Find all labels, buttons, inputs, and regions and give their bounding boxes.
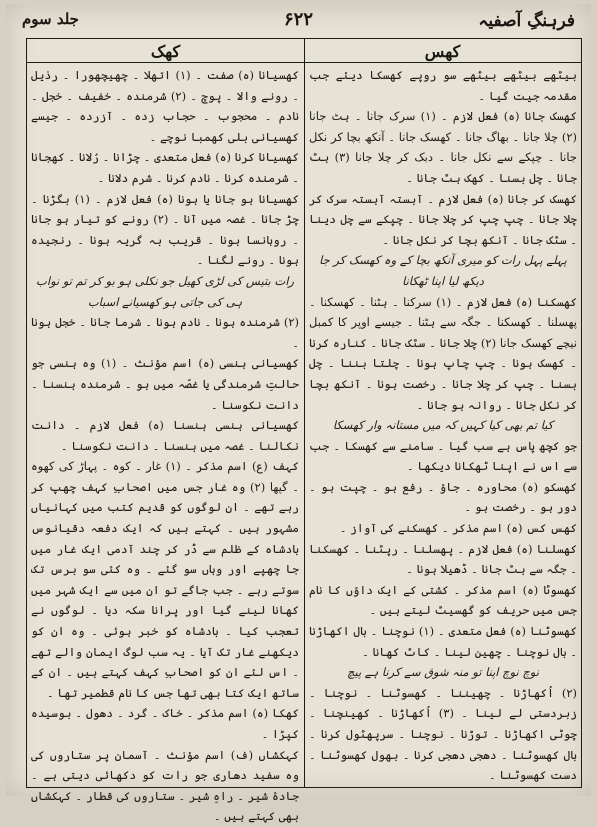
dictionary-entry: کھسیانا کرنا (ہ) فعل متعدی ۔ چڑانا ۔ رُلانا ۔ کھجانا ۔ شرمندہ کرنا ۔ نادم کرنا ۔ شرم دلانا ۔ xyxy=(31,150,299,185)
volume-label: جلد سوم xyxy=(22,10,79,28)
column-divider xyxy=(304,39,305,787)
right-column-heading: کھس xyxy=(424,42,461,61)
dictionary-entry: کھسیانی ہنسی ہنسنا (ہ) فعل لازم ۔ دانت نکالنا ۔ غصہ میں ہنسنا ۔ دانت نکوسنا ۔ xyxy=(31,418,299,453)
dictionary-entry: بیٹھے بیٹھے بیٹھے سو روپے کھسکا دیئے جب مقدمہ جیت گیا ۔ xyxy=(309,68,577,103)
scanned-page xyxy=(6,4,591,824)
dictionary-entry: کھسیانا (ہ) صفت ۔ (۱) اتھلا ۔ چھیچھورا ۔ رذیل ۔ رونے والا ۔ پوچ ۔ (۲) شرمندہ ۔ خفیف ۔ خجل ۔ نادم ۔ محجوب ۔ حجاب زدہ ۔ آزردہ ۔ جیسے کھسیانی بلی کھمبا نوچے ۔ xyxy=(31,68,299,144)
dictionary-entry: کہف (ع) اسم مذکر ۔ (۱) غار ۔ کوہ ۔ پہاڑ کی کھوہ ۔ گپھا (۲) وہ غار جس میں اصحابِ کہف چھپ کر رہے تھے ۔ ان لوگوں کو قدیم کتب میں کہانیاں مشہور ہیں ۔ کہتے ہیں کہ ایک دفعہ دقیانوس بادشاہ کے ظلم سے ڈر کر چند آدمی ایک غار میں جا چھپے اور وہاں سو گئے ۔ وہ کئی سو برس تک سوتے رہے ۔ جب جاگے تو ان میں سے ایک شہر میں کھانا لینے گیا اور پرانا سکہ دیا ۔ لوگوں نے تعجب کیا ۔ بادشاہ کو خبر ہوئی ۔ وہ ان کو دیکھنے غار تک آیا ۔ یہ سب لوگ ایمان والے تھے ۔ اس لئے ان کو اصحابِ کہف کہتے ہیں ۔ ان کے ساتھ ایک کتا بھی تھا جس کا نام قطمیر تھا ۔ xyxy=(31,459,299,700)
left-column xyxy=(31,65,299,824)
dictionary-entry: کھکا (ہ) اسم مذکر ۔ خاک ۔ گرد ۔ دھول ۔ بوسیدہ کپڑا ۔ xyxy=(31,706,299,741)
dictionary-entry: کھسوٹا (ہ) اسم مذکر ۔ کشتی کے ایک داؤں کا نام جس میں حریف کو گھسیٹ لیتے ہیں ۔ xyxy=(309,582,577,618)
book-title: فرہنگِ آصفیہ xyxy=(478,11,575,31)
verse-quote: پہلے پہل رات کو میری آنکھ بچا کے وہ کھسک کر جا دیکھ لیا اپنا ٹھکانا xyxy=(319,253,567,288)
dictionary-entry: کھسکنا (ہ) فعل لازم ۔ (۱) سرکنا ۔ ہٹنا ۔ کھسکنا ۔ پھسلنا ۔ کھسکنا ۔ جگہ سے ہٹنا ۔ جیسے اوپر کا کمبل نیچے کھسک جانا (۲) چلا جانا ۔ سٹک جانا ۔ کنارہ کرنا ۔ کھسک ہونا ۔ چپ چاپ ہونا ۔ چلتا بننا ۔ چل بسنا ۔ چپ کر چلا جانا ۔ رخصت ہونا ۔ آنکھ بچا کر نکل جانا ۔ روانہ ہو جانا ۔ xyxy=(309,294,578,412)
dictionary-entry: کھسکو (ہ) محاورہ ۔ جاؤ ۔ رفع ہو ۔ چپت ہو ۔ دور ہو ۔ رخصت ہو ۔ xyxy=(309,479,577,515)
dictionary-entry: کھسک کر جانا (ہ) فعل لازم ۔ آہستہ آہستہ سرک کر چلا جانا ۔ چپ چپ کر چلا جانا ۔ چپکے سے چل دینا ۔ سٹک جانا ۔ آنکھ بچا کر نکل جانا ۔ xyxy=(309,191,577,247)
dictionary-entry: (۲) اُکھاڑنا ۔ چھیننا ۔ کھسوٹنا ۔ نوچنا ۔ زبردستی لے لینا ۔ (۳) اُکھاڑنا ۔ کھینچنا ۔ چوٹی اکھاڑنا ۔ توڑنا ۔ نوچنا ۔ سرپھٹول کرنا ۔ بال کھسوٹنا ۔ دھجی دھجی کرنا ۔ بھول کھسوٹنا ۔ دست کھسوٹنا ۔ xyxy=(309,685,577,783)
verse-quote: کیا تم بھی کیا کہیں کہ میں مستانہ وار کھسکا xyxy=(332,418,554,433)
dictionary-entry: جو کچھ پاس ہے سب گیا ۔ سامنے سے کھسکا ۔ جب سے اس نے اپنا ٹھکانا دیکھا ۔ xyxy=(309,438,577,474)
dictionary-entry: کھسوٹنا (ہ) فعل متعدی ۔ (۱) نوچنا ۔ بال اکھاڑنا ۔ بال نوچنا ۔ چھین لینا ۔ کاٹ کھانا ۔ xyxy=(309,624,577,659)
dictionary-entry: کھسیانا ہو جانا یا ہونا (ہ) فعل لازم ۔ (۱) بگڑنا ۔ چڑ جانا ۔ غصہ میں آنا ۔ (۲) رونے کو تیار ہو جانا ۔ روہانسا ہونا ۔ قریب بہ گریہ ہونا ۔ رنجیدہ ہونا ۔ رونے لگنا ۔ xyxy=(31,191,299,268)
page-number: ۶۲۲ xyxy=(283,9,314,30)
verse-quote: نوچ نوچ اپنا تو منہ شوق سے کرنا ہے پیچ xyxy=(347,665,539,680)
dictionary-entry: کہکشاں (ف) اسم مؤنث ۔ آسمان پر ستاروں کی وہ سفید دھاری جو رات کو دکھائی دیتی ہے ۔ جادۂ شیر ۔ راہِ شیر ۔ ستاروں کی قطار ۔ کہکشاں بھی کہتے ہیں ۔ xyxy=(31,747,299,824)
page-header xyxy=(16,6,581,36)
left-column-heading: کھک xyxy=(150,42,181,61)
verse-quote: رات بتیس کی لڑی کھیل جو نکلی ہو بو کر تم تو نواب ہی کی جاتی ہو کھسیانے اسباب xyxy=(36,273,294,309)
dictionary-entry: (۲) شرمندہ ہونا ۔ نادم ہونا ۔ شرما جانا ۔ خجل ہونا ۔ xyxy=(31,315,299,350)
dictionary-entry: کھسک جانا (ہ) فعل لازم ۔ (۱) سرک جانا ۔ ہٹ جانا (۲) چلا جانا ۔ بھاگ جانا ۔ کھسک جانا ۔ آنکھ بچا کر نکل جانا ۔ چپکے سے نکل جانا ۔ دبک کر چلا جانا (۳) ہٹ جانا ۔ چل بسنا ۔ کھک ہٹ جانا ۔ xyxy=(309,109,577,185)
dictionary-entry: کھسیانی ہنسی (ہ) اسم مؤنث ۔ (۱) وہ ہنسی جو حالتِ شرمندگی یا غصّہ میں ہو ۔ شرمندہ ہنسنا ۔ دانت نکوسنا ۔ xyxy=(31,356,299,412)
dictionary-entry: کھسلنا (ہ) فعل لازم ۔ پھسلنا ۔ رپٹنا ۔ کھسکنا ۔ جگہ سے ہٹ جانا ۔ ڈھیلا ہونا ۔ xyxy=(309,541,577,577)
dictionary-entry: کھس کس (ہ) اسم مذکر ۔ کھسکنے کی آواز ۔ xyxy=(339,521,577,536)
right-column xyxy=(309,65,577,785)
two-column-frame xyxy=(26,38,582,824)
